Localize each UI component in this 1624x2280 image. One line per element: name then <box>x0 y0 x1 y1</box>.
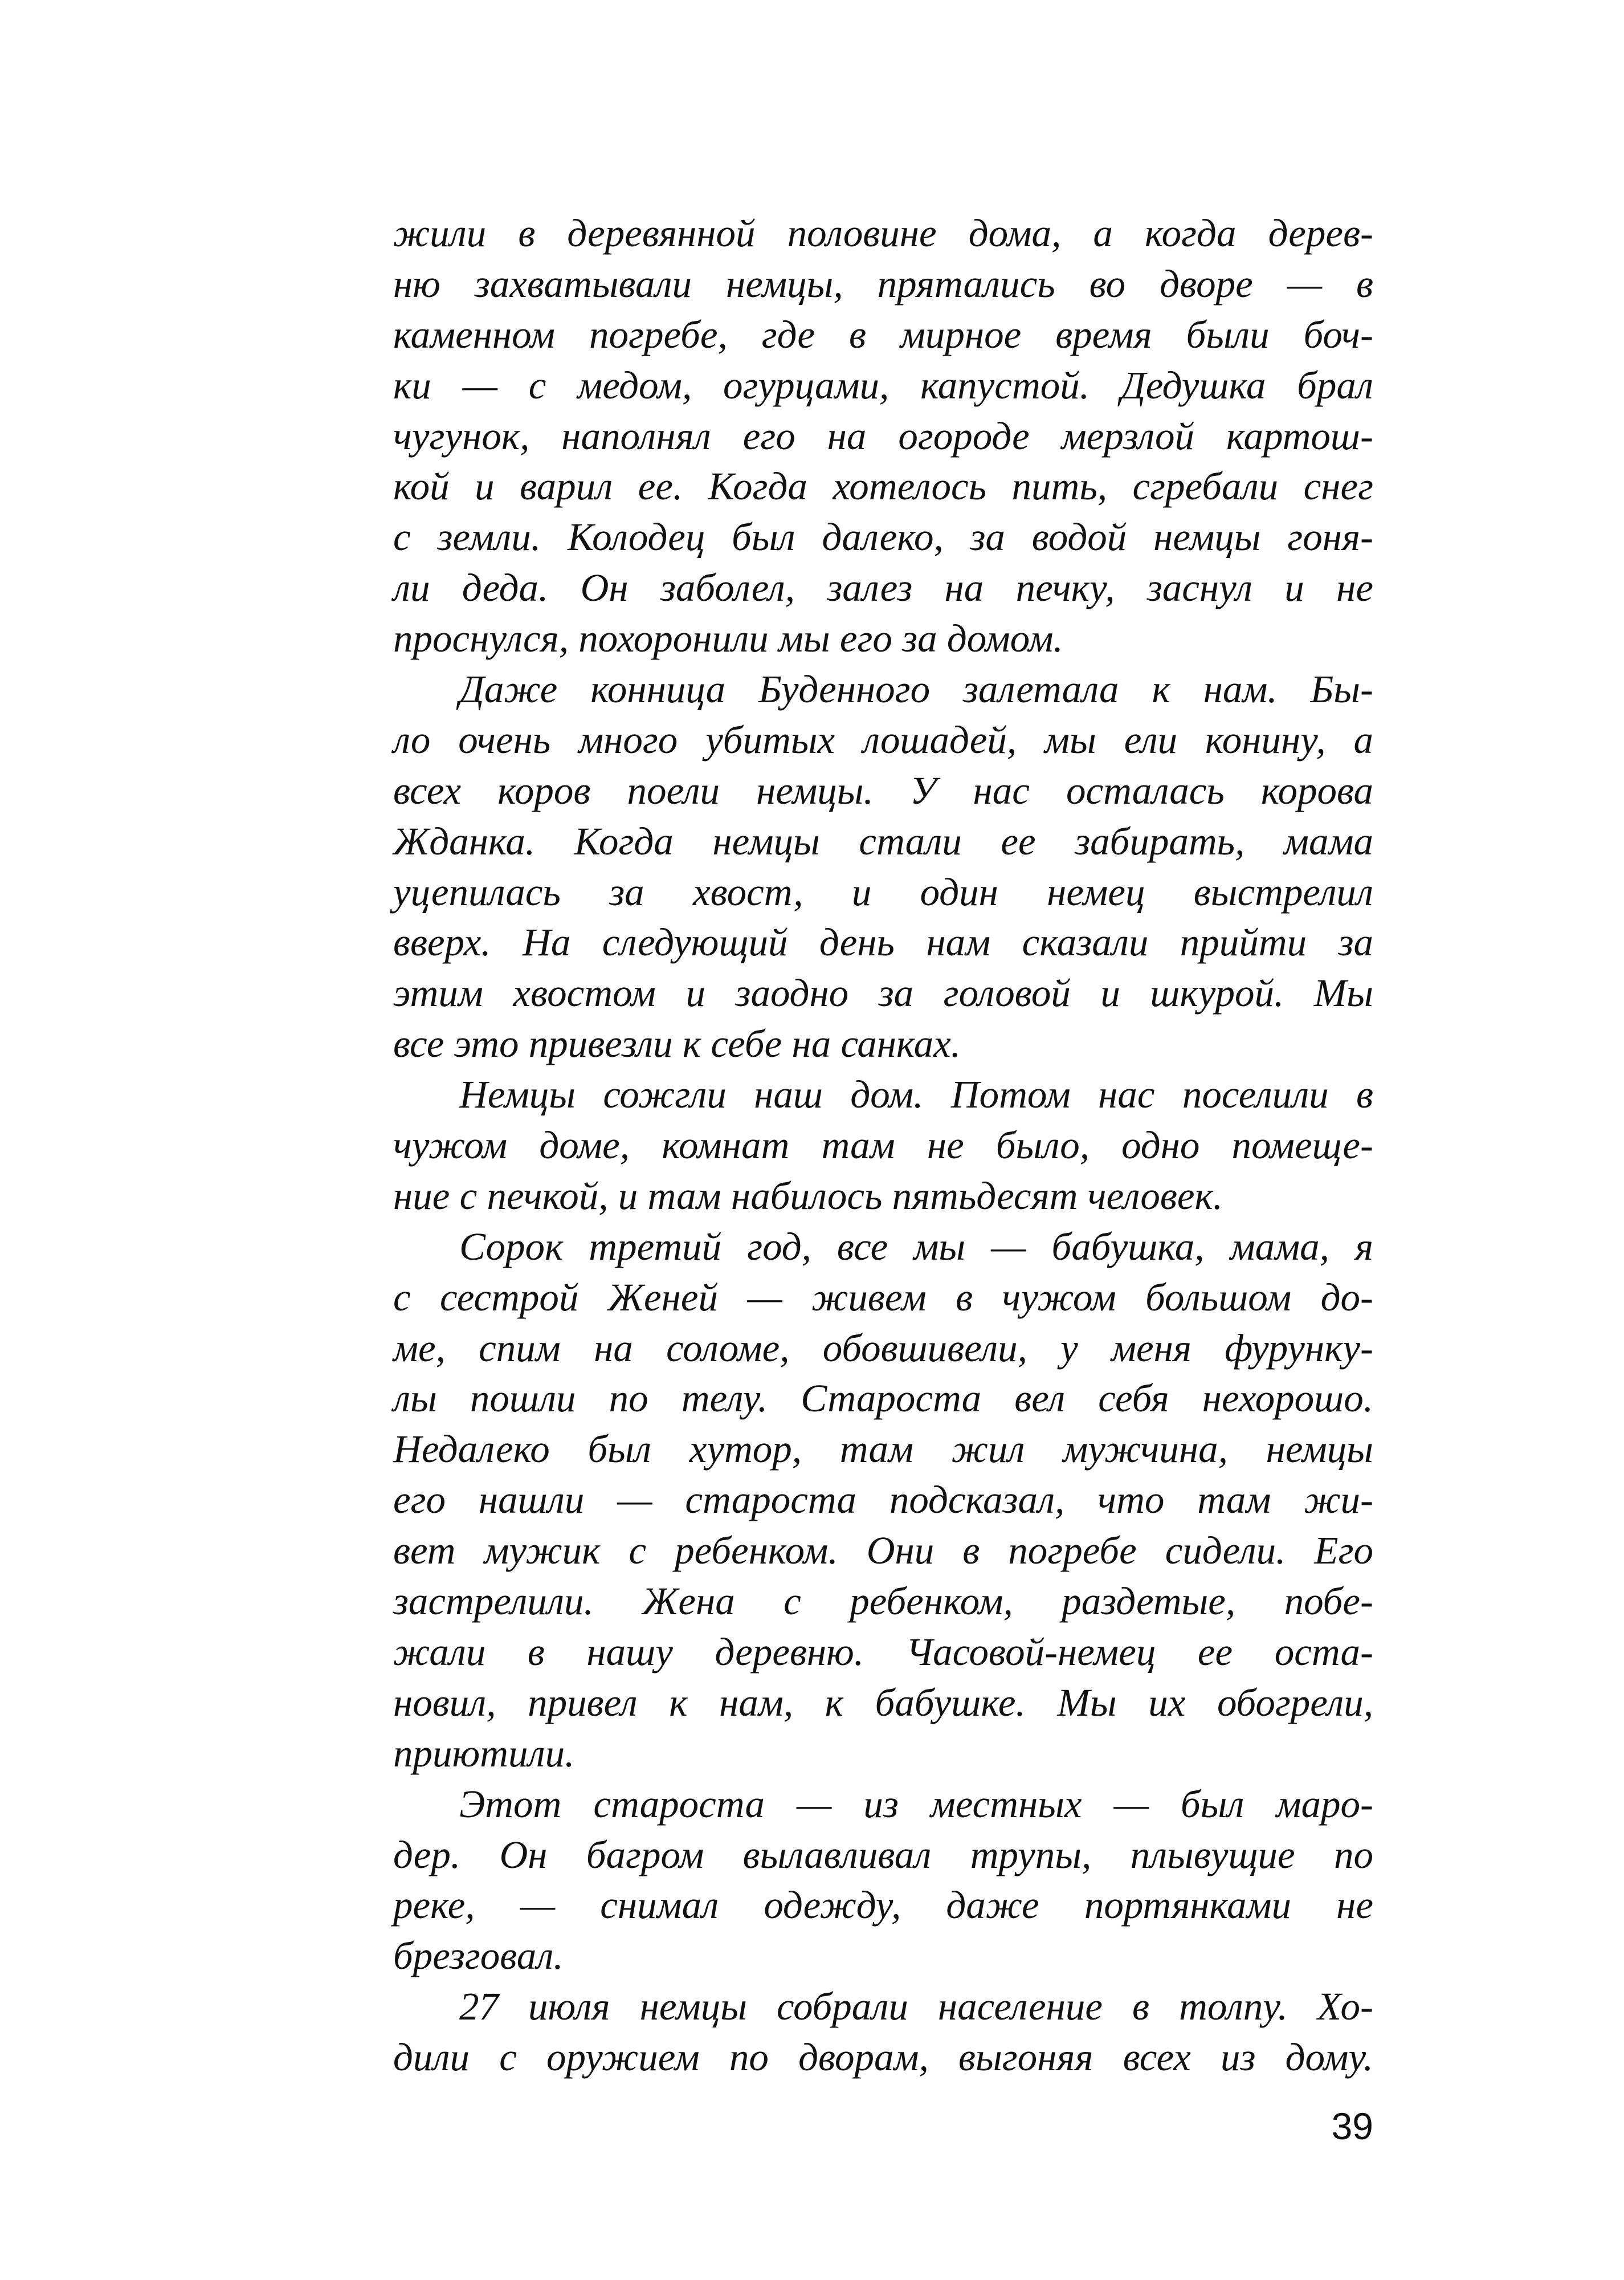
text-line: Жданка. Когда немцы стали ее забирать, мама <box>393 819 1373 863</box>
text-line: Недалеко был хутор, там жил мужчина, немцы <box>393 1427 1373 1471</box>
text-line: ню захватывали немцы, прятались во дворе — в <box>393 262 1373 306</box>
text-line: Немцы сожгли наш дом. Потом нас поселили в <box>459 1073 1373 1117</box>
text-line: чугунок, наполнял его на огороде мерзлой картош- <box>393 414 1373 458</box>
text-line: ние с печкой, и там набилось пятьдесят человек. <box>393 1174 1223 1218</box>
text-line: Даже конница Буденного залетала к нам. Бы- <box>459 667 1373 711</box>
text-line: вверх. На следующий день нам сказали прийти за <box>393 921 1373 964</box>
text-line: дили с оружием по дворам, выгоняя всех из дому. <box>393 2035 1373 2079</box>
text-line: брезговал. <box>393 1934 564 1978</box>
text-line: ли деда. Он заболел, залез на печку, заснул и не <box>393 566 1373 610</box>
body-text <box>393 208 1373 2083</box>
text-line: Сорок третий год, все мы — бабушка, мама, я <box>459 1224 1373 1268</box>
text-line: новил, привел к нам, к бабушке. Мы их обогрели, <box>393 1680 1373 1724</box>
text-line: с земли. Колодец был далеко, за водой немцы гоня- <box>393 515 1373 559</box>
text-line: каменном погребе, где в мирное время были боч- <box>393 312 1373 356</box>
text-line: ки — с медом, огурцами, капустой. Дедушка брал <box>393 363 1373 407</box>
text-line: этим хвостом и заодно за головой и шкурой. Мы <box>393 971 1373 1015</box>
text-line: с сестрой Женей — живем в чужом большом до- <box>393 1275 1373 1319</box>
text-line: ме, спим на соломе, обовшивели, у меня фурунку- <box>393 1326 1373 1370</box>
text-line: дер. Он багром вылавливал трупы, плывущие по <box>393 1833 1373 1876</box>
text-line: лы пошли по телу. Староста вел себя нехорошо. <box>393 1377 1373 1420</box>
text-line: жили в деревянной половине дома, а когда дерев- <box>393 211 1373 255</box>
text-line: всех коров поели немцы. У нас осталась корова <box>393 768 1373 812</box>
text-line: Этот староста — из местных — был маро- <box>459 1782 1373 1826</box>
text-line: кой и варил ее. Когда хотелось пить, сгребали снег <box>393 465 1373 508</box>
text-line: уцепилась за хвост, и один немец выстрелил <box>393 870 1373 914</box>
text-line: приютили. <box>393 1731 575 1775</box>
text-line: проснулся, похоронили мы его за домом. <box>393 617 1063 661</box>
text-line: 27 июля немцы собрали население в толпу. Хо- <box>459 1985 1373 2029</box>
text-line: все это привезли к себе на санках. <box>393 1022 961 1066</box>
text-line: застрелили. Жена с ребенком, раздетые, побе- <box>393 1579 1373 1623</box>
text-line: вет мужик с ребенком. Они в погребе сидели. Его <box>393 1529 1373 1573</box>
text-line: реке, — снимал одежду, даже портянками не <box>393 1883 1373 1927</box>
text-line: его нашли — староста подсказал, что там жи- <box>393 1478 1373 1522</box>
text-line: ло очень много убитых лошадей, мы ели конину, а <box>393 718 1373 762</box>
text-line: жали в нашу деревню. Часовой-немец ее оста- <box>393 1630 1373 1674</box>
text-line: чужом доме, комнат там не было, одно помеще- <box>393 1123 1373 1167</box>
page-number: 39 <box>1331 2105 1373 2147</box>
